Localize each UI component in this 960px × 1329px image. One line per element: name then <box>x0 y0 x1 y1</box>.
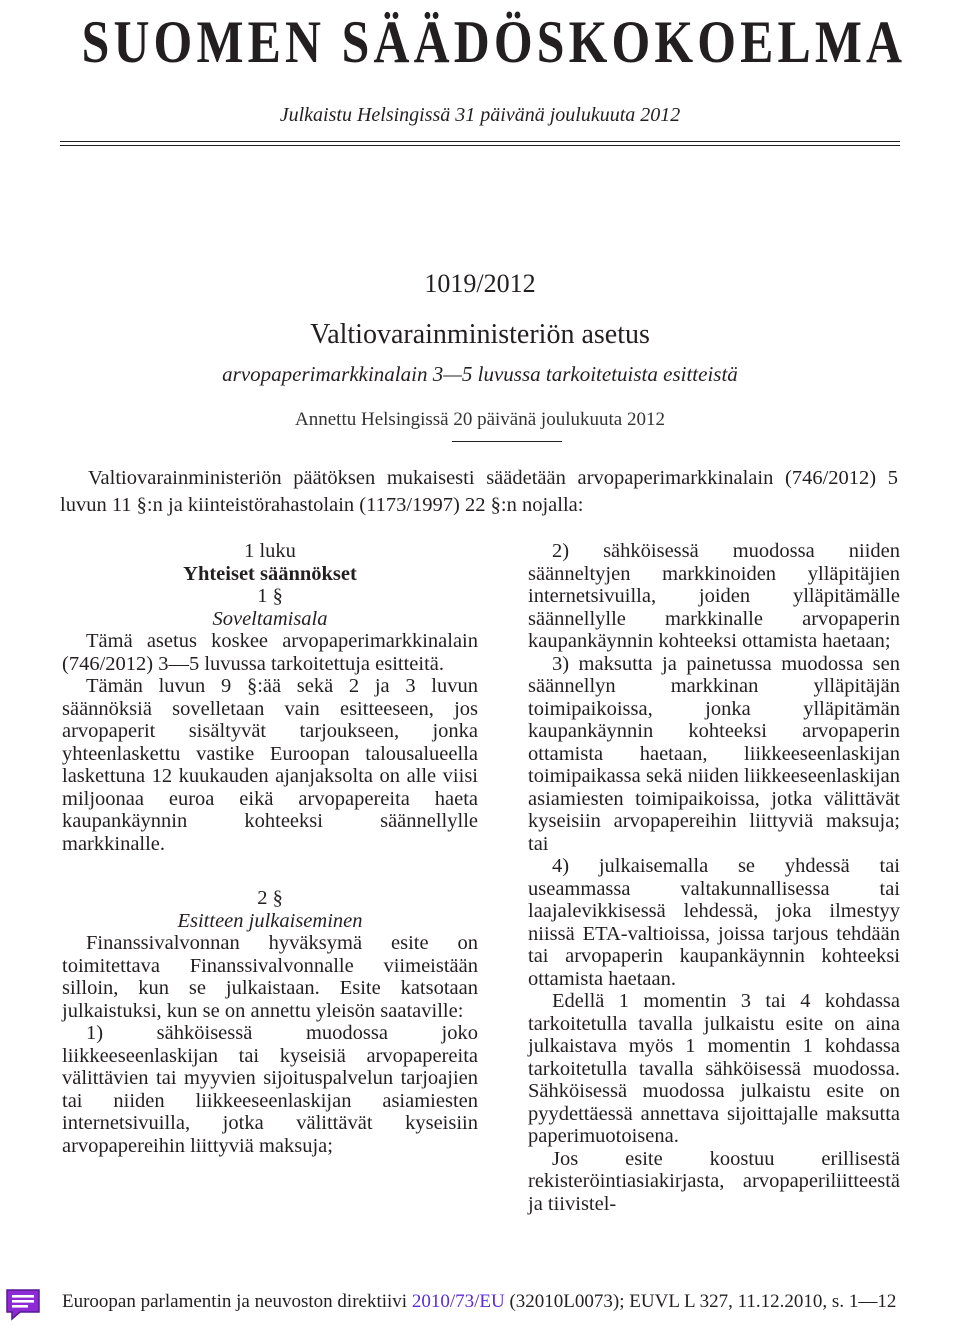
section-2-list-item: 2) sähköisessä muodossa niiden säänneltyjen markkinoiden ylläpitäjien internetsivuilla, joiden ylläpitämälle säännellylle markkinalle arvopaperin kaupankäynnin kohteeksi ottamista haetaan; <box>528 540 900 652</box>
section-2-title: Esitteen julkaiseminen <box>177 909 363 932</box>
masthead-divider-top <box>60 141 900 142</box>
act-title: Valtiovarainministeriön asetus <box>310 319 650 350</box>
section-2-list-item: 4) julkaisemalla se yhdessä tai useammassa valtakunnallisessa tai laajalevikkisessä lehdessä, joka ilmestyy niissä ETA-valtioissa, joissa tarjous tehdään tai arvopaperin kaupankäynnin kohteeksi ottamista haetaan. <box>528 855 900 990</box>
footnote <box>62 1290 942 1314</box>
footnote-text: Euroopan parlamentin ja neuvoston direktiivi <box>62 1291 412 1312</box>
preamble: Valtiovarainministeriön päätöksen mukaisesti säädetään arvopaperimarkkinalain (746/2012) 5 luvun 11 §:n ja kiinteistörahastolain (1173/1997) 22 §:n nojalla: <box>60 467 898 516</box>
section-2-paragraph: Finanssivalvonnan hyväksymä esite on toimitettava Finanssivalvonnalle viimeistään silloin, kun se julkaistaan. Esite katsotaan julkaistuksi, kun se on annettu yleisön saataville: <box>62 932 478 1022</box>
act-subtitle: arvopaperimarkkinalain 3—5 luvussa tarkoitetuista esitteistä <box>222 362 738 386</box>
section-2-list-item: 1) sähköisessä muodossa joko liikkeeseenlaskijan tai kyseisiä arvopapereita välittävien tai myyvien sijoituspalvelun tarjoajien tai niiden liikkeeseenlaskijan asiamiesten internetsivuilla, jotka välittävät kyseisiin arvopapereihin liittyviä maksuja; <box>62 1022 478 1157</box>
masthead: SUOMEN SÄÄDÖSKOKOELMA <box>81 9 907 75</box>
masthead-divider-bottom <box>60 145 900 146</box>
left-column <box>62 540 478 1157</box>
act-number: 1019/2012 <box>424 269 536 298</box>
directive-link[interactable]: 2010/73/EU <box>411 1291 505 1312</box>
section-2-list-item: 3) maksutta ja painetussa muodossa sen säännellyn markkinan ylläpitäjän toimipaikoissa, jonka ylläpitämän kaupankäynnin kohteeksi arvopaperin ottamista haetaan, liikkeeseenlaskijan toimipaikassa sekä niiden liikkeeseenlaskijan asiamiesten toimipaikoissa, jotka välittävät kyseisiin arvopapereihin liittyviä maksuja; tai <box>528 652 900 855</box>
title-divider <box>452 441 562 442</box>
right-column <box>528 540 900 1215</box>
publication-date: Julkaistu Helsingissä 31 päivänä joulukuuta 2012 <box>279 104 681 126</box>
footnote-reference: (32010L0073); EUVL L 327, 11.12.2010, s. 1—12 <box>504 1291 897 1312</box>
section-1-paragraph: Tämän luvun 9 §:ää sekä 2 ja 3 luvun säännöksiä sovelletaan vain esitteeseen, jos arvopaperit sisältyvät tarjoukseen, jonka yhteenlaskettu vastike Euroopan talousalueella laskettuna 12 kuukauden ajanjaksolta on alle viisi miljoonaa euroa eikä arvopapereita haeta kaupankäynnin kohteeksi säännellylle markkinalle. <box>62 675 478 855</box>
given-date: Annettu Helsingissä 20 päivänä joulukuuta 2012 <box>295 409 665 430</box>
section-2-number: 2 § <box>257 887 283 909</box>
section-1-number: 1 § <box>257 585 283 607</box>
chapter-label: 1 luku <box>244 540 296 562</box>
chapter-title: Yhteiset säännökset <box>183 562 357 585</box>
section-1-paragraph: Tämä asetus koskee arvopaperimarkkinalain (746/2012) 3—5 luvussa tarkoitettuja esitteitä. <box>62 630 478 675</box>
section-2-paragraph: Edellä 1 momentin 3 tai 4 kohdassa tarkoitetulla tavalla julkaistu esite on aina julkaistava myös 1 momentin 1 kohdassa tarkoitetulla tavalla sähköisessä muodossa. Sähköisessä muodossa julkaistu esite on pyydettäessä annettava sijoittajalle maksutta paperimuotoisena. <box>528 990 900 1147</box>
note-icon[interactable] <box>4 1287 42 1321</box>
section-1-title: Soveltamisala <box>212 607 328 630</box>
section-2-paragraph: Jos esite koostuu erillisestä rekisteröintiasiakirjasta, arvopaperiliitteestä ja tiivistel- <box>528 1147 900 1215</box>
